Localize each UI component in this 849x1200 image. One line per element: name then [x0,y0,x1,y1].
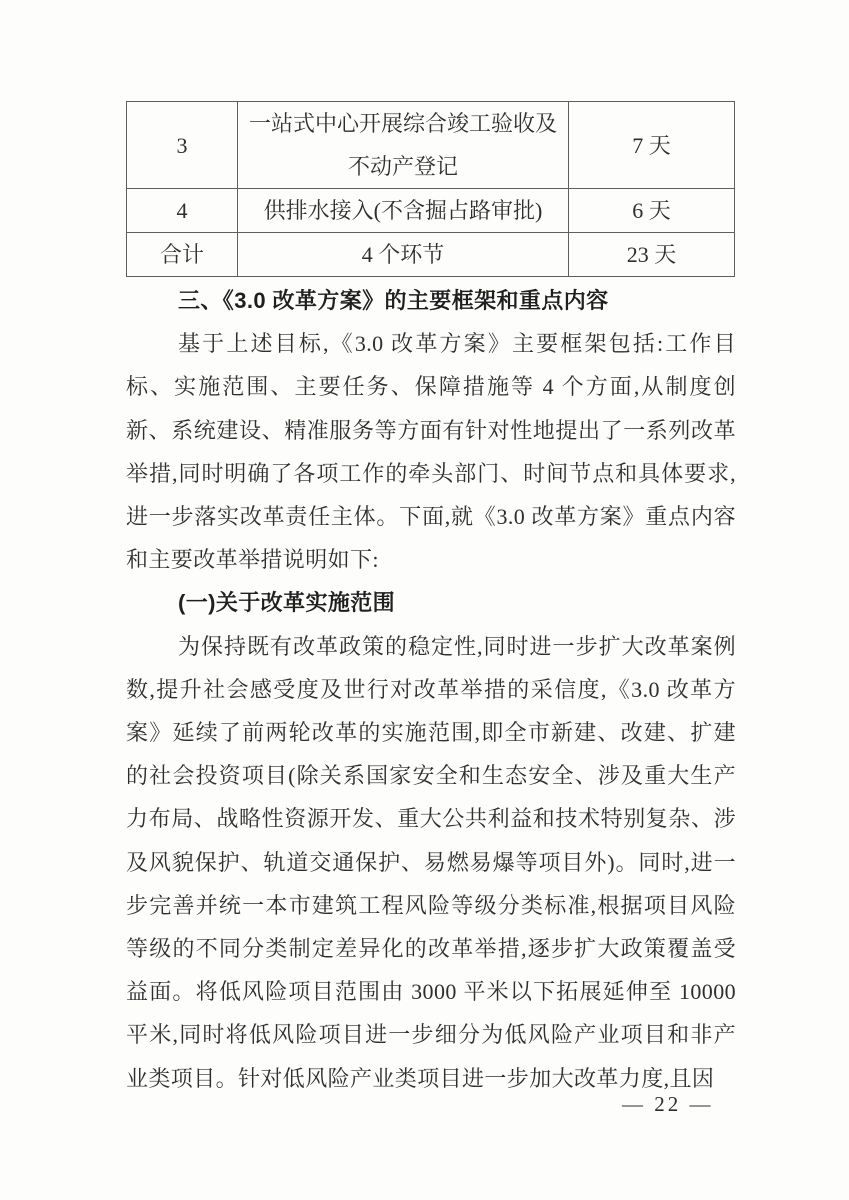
page-number: — 22 — [622,1092,714,1116]
paragraph-framework-overview: 基于上述目标,《3.0 改革方案》主要框架包括:工作目标、实施范围、主要任务、保障措施等 4 个方面,从制度创新、系统建设、精准服务等方面有针对性地提出了一系列改革举措,同时明确了各项工作的牵头部门、时间节点和具体要求,进一步落实改革责任主体。下面,就《3.0 改革方案》重点内容和主要改革举措说明如下: [126,331,736,573]
step-name-cell: 一站式中心开展综合竣工验收及不动产登记 [238,102,569,189]
step-duration-cell: 6 天 [569,189,735,233]
table-row [127,102,735,189]
subsection-heading-scope: (一)关于改革实施范围 [178,590,396,616]
step-duration-cell: 7 天 [569,102,735,189]
step-number-cell: 3 [127,102,238,189]
table-total-row [127,233,735,277]
paragraph-reform-scope: 为保持既有改革政策的稳定性,同时进一步扩大改革案例数,提升社会感受度及世行对改革举措的采信度,《3.0 改革方案》延续了前两轮改革的实施范围,即全市新建、改建、扩建的社会投资项目(除关系国家安全和生态安全、涉及重大生产力布局、战略性资源开发、重大公共利益和技术特别复杂、涉及风貌保护、轨道交通保护、易燃易爆等项目外)。同时,进一步完善并统一本市建筑工程风险等级分类标准,根据项目风险等级的不同分类制定差异化的改革举措,逐步扩大政策覆盖受益面。将低风险项目范围由 3000 平米以下拓展延伸至 10000 平米,同时将低风险项目进一步细分为低风险产业项目和非产业类项目。针对低风险产业类项目进一步加大改革力度,且因 [126,633,736,1091]
document-body [126,279,736,1100]
total-steps-cell: 4 个环节 [238,233,569,277]
total-duration-cell: 23 天 [569,233,735,277]
table-row [127,189,735,233]
process-steps-table [126,101,735,277]
step-number-cell: 4 [127,189,238,233]
step-name-cell: 供排水接入(不含掘占路审批) [238,189,569,233]
total-label-cell: 合计 [127,233,238,277]
section-heading: 三、《3.0 改革方案》的主要框架和重点内容 [178,288,609,313]
